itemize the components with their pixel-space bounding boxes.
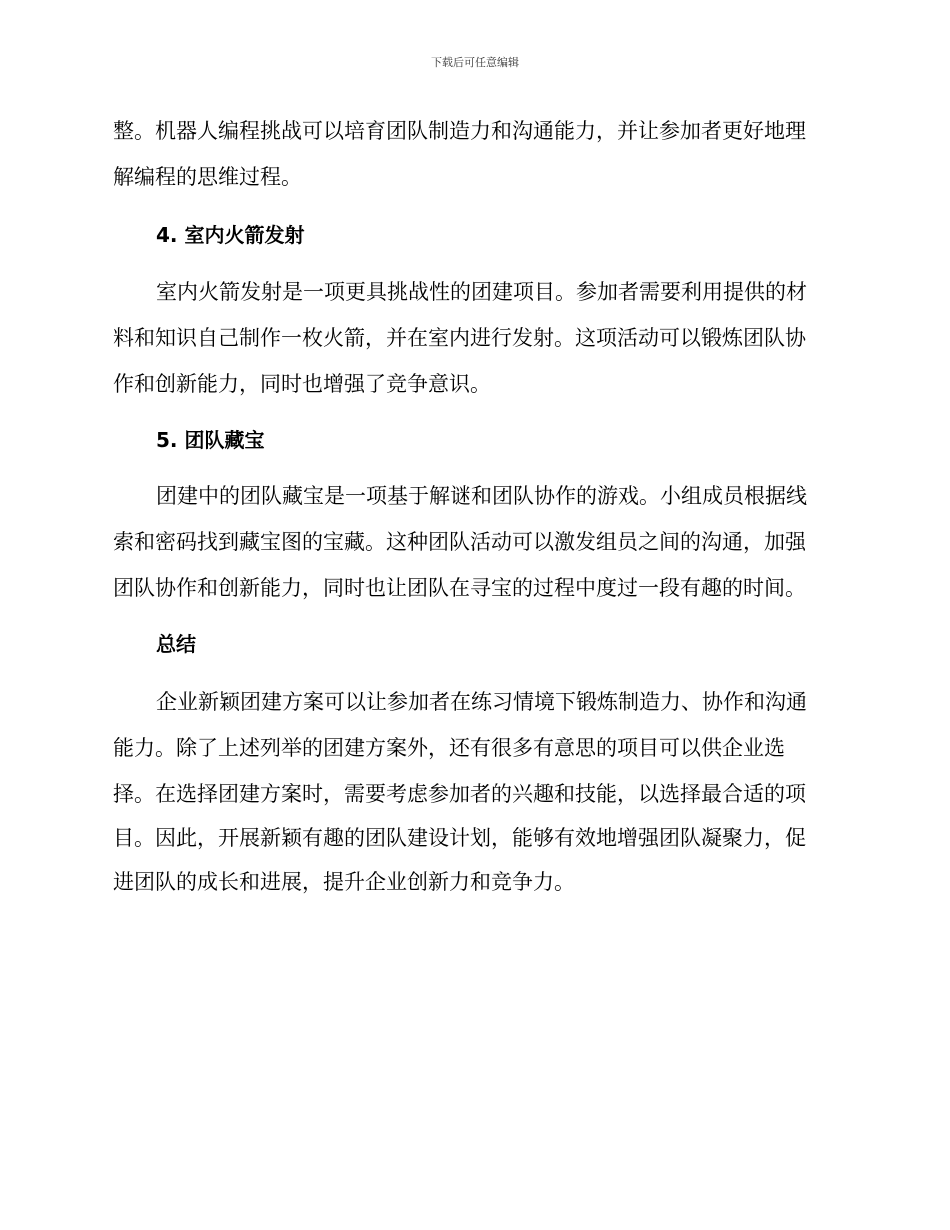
paragraph-line: 作和创新能力，同时也增强了竞争意识。 [113,372,491,396]
paragraph-line: 团建中的团队藏宝是一项基于解谜和团队协作的游戏。小组成员根据线 [156,484,807,508]
paragraph-line: 团队协作和创新能力，同时也让团队在寻宝的过程中度过一段有趣的时间。 [113,576,806,600]
section-heading: 5. 团队藏宝 [156,428,265,452]
section-heading: 总结 [156,632,196,656]
section-heading: 4. 室内火箭发射 [156,223,305,247]
page-header: 下载后可任意编辑 [431,56,519,69]
paragraph-line: 进团队的成长和进展，提升企业创新力和竞争力。 [113,870,575,894]
paragraph-line: 择。在选择团建方案时，需要考虑参加者的兴趣和技能，以选择最合适的项 [113,782,806,806]
paragraph-line: 索和密码找到藏宝图的宝藏。这种团队活动可以激发组员之间的沟通，加强 [113,530,806,554]
paragraph-line: 室内火箭发射是一项更具挑战性的团建项目。参加者需要利用提供的材 [156,280,807,304]
paragraph-line: 企业新颖团建方案可以让参加者在练习情境下锻炼制造力、协作和沟通 [156,690,807,714]
paragraph-line: 整。机器人编程挑战可以培育团队制造力和沟通能力，并让参加者更好地理 [113,119,806,143]
paragraph-line: 解编程的思维过程。 [113,165,302,189]
paragraph-line: 目。因此，开展新颖有趣的团队建设计划，能够有效地增强团队凝聚力，促 [113,826,806,850]
paragraph-line: 能力。除了上述列举的团建方案外，还有很多有意思的项目可以供企业选 [113,736,785,760]
paragraph-line: 料和知识自己制作一枚火箭，并在室内进行发射。这项活动可以锻炼团队协 [113,326,806,350]
